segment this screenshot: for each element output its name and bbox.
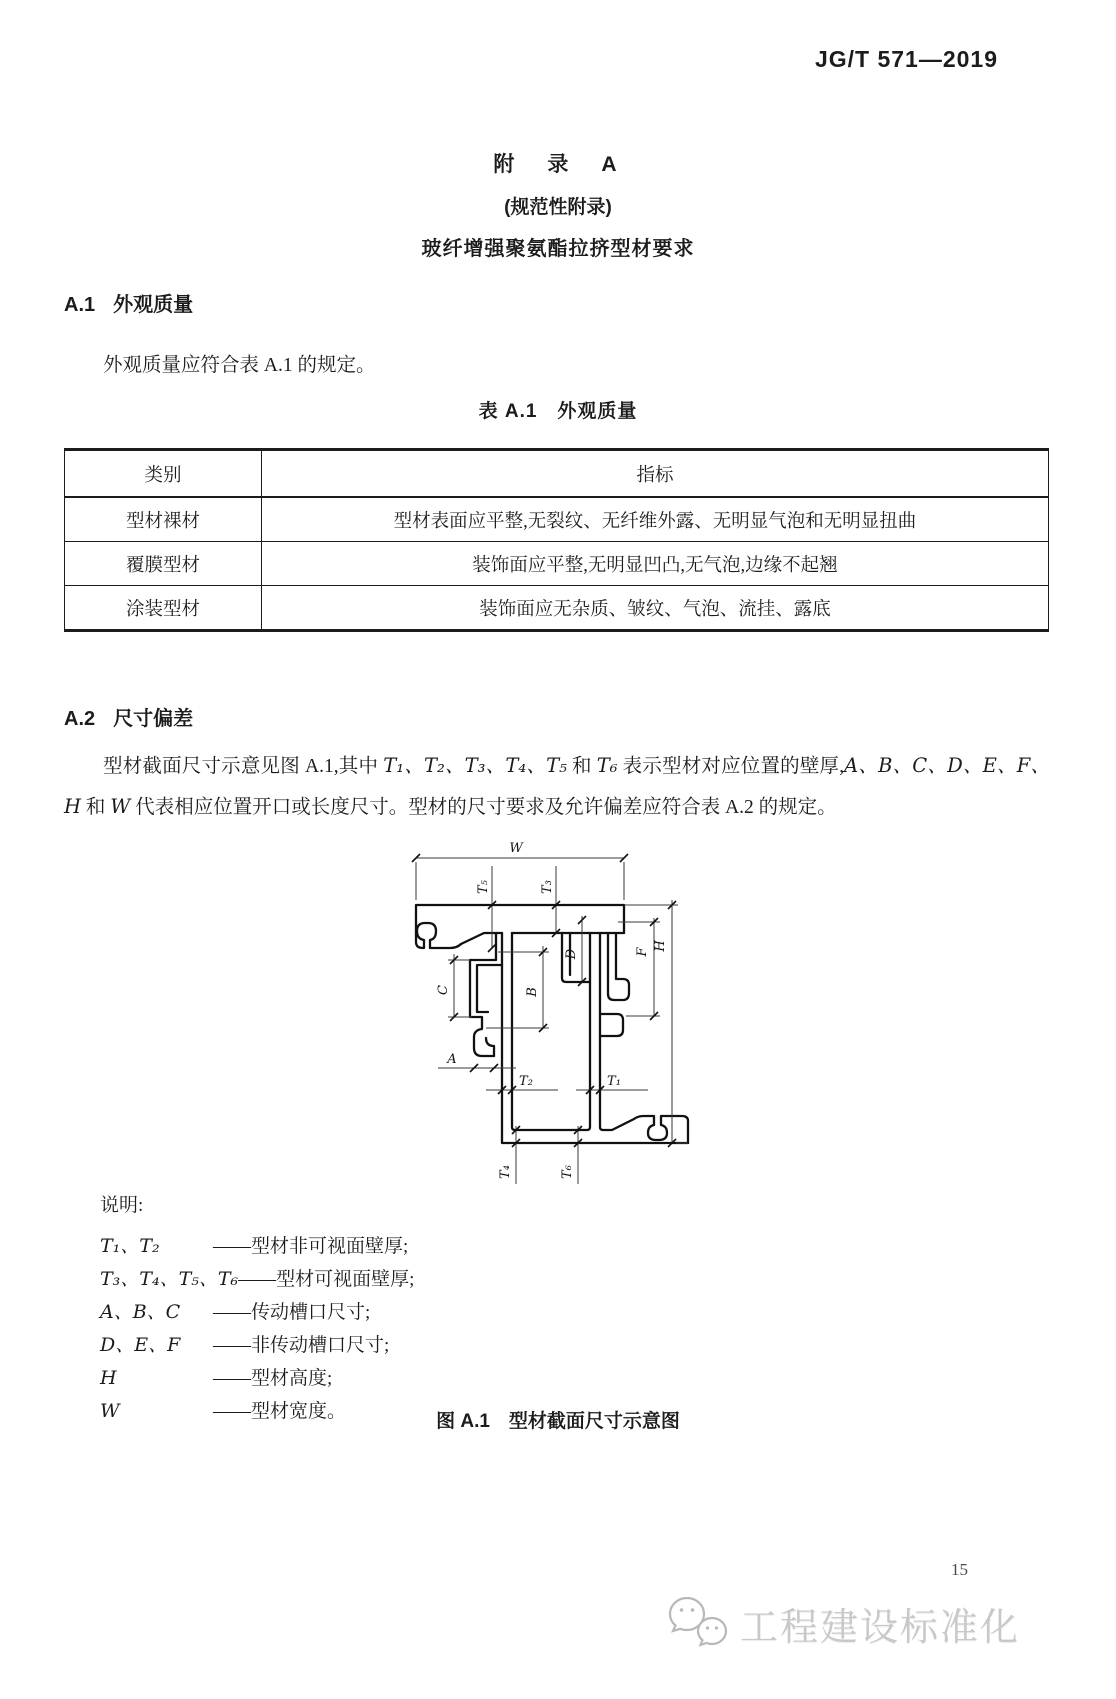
paragraph-text: 表示型材对应位置的壁厚, (617, 756, 845, 777)
section-a1-heading (64, 288, 193, 317)
dim-label-h: H (653, 940, 668, 952)
table-row (65, 497, 1049, 542)
legend-desc: ——型材非可视面壁厚; (213, 1236, 409, 1257)
dim-label-t6: T₆ (560, 1165, 575, 1179)
paragraph-variables: T₆ (596, 754, 618, 777)
table-a1-caption: 表 A.1 外观质量 (478, 401, 638, 422)
legend-item (100, 1363, 414, 1396)
dimension-ticks (412, 854, 676, 1147)
section-a2-paragraph (64, 746, 1050, 828)
table-header-index: 指标 (262, 450, 1049, 498)
legend-item (100, 1297, 414, 1330)
paragraph-text: 和 (81, 797, 111, 818)
dim-label-c: C (436, 985, 451, 995)
section-a1-number: A.1 (64, 294, 96, 316)
profile-hook-inner (486, 1038, 494, 1056)
appendix-title-line3: 玻纤增强聚氨酯拉挤型材要求 (421, 238, 695, 260)
legend-item (100, 1231, 414, 1264)
watermark (666, 1596, 1020, 1651)
dim-label-f: F (635, 947, 650, 957)
section-a2-title: 尺寸偏差 (113, 708, 194, 730)
appendix-title-line1: 附 录 A (493, 153, 623, 176)
table-row (65, 586, 1049, 631)
profile-inner-cavity (512, 933, 590, 1130)
profile-left-bracket (470, 933, 496, 1056)
paragraph-variables: A、B、C、D、E、F、H (64, 754, 1050, 818)
legend-symbol: D、E、F (100, 1334, 181, 1356)
paragraph-variables: T₁、T₂、T₃、T₄、T₅ (383, 754, 567, 777)
dim-label-t4: T₄ (498, 1165, 513, 1179)
legend-desc: ——传动槽口尺寸; (213, 1302, 371, 1323)
figure-legend (100, 1190, 414, 1429)
legend-desc: ——型材宽度。 (213, 1401, 347, 1422)
section-a2-number: A.2 (64, 708, 96, 730)
dim-line-w (416, 858, 624, 900)
doc-number: JG/T 571—2019 (814, 46, 998, 72)
table-cell-category: 涂装型材 (65, 586, 262, 631)
dim-label-w: W (509, 841, 523, 856)
page-number: 15 (951, 1560, 968, 1579)
profile-left-wall-and-bottom (502, 933, 688, 1143)
watermark-text: 工程建设标准化 (739, 1607, 1020, 1649)
dim-label-t1: T₁ (607, 1074, 621, 1089)
chat-bubbles-icon (666, 1597, 730, 1651)
legend-desc: ——型材可视面壁厚; (238, 1269, 415, 1290)
table-cell-index: 装饰面应无杂质、皱纹、气泡、流挂、露底 (262, 586, 1049, 631)
profile-left-bracket-inner (477, 965, 502, 1012)
legend-desc: ——型材高度; (213, 1368, 333, 1389)
table-cell-index: 型材表面应平整,无裂纹、无纤维外露、无明显气泡和无明显扭曲 (262, 497, 1049, 542)
dim-label-t5: T₅ (476, 880, 491, 894)
table-header-row (65, 450, 1049, 498)
dim-label-b: B (525, 987, 540, 997)
table-row (65, 542, 1049, 586)
dim-label-a: A (447, 1052, 457, 1067)
paragraph-text: 代表相应位置开口或长度尺寸。型材的尺寸要求及允许偏差应符合表 A.2 的规定。 (130, 797, 837, 818)
dim-label-d: D (564, 948, 579, 960)
paragraph-variables: W (110, 795, 131, 818)
profile-right-hook (608, 933, 629, 1000)
table-cell-category: 型材裸材 (65, 497, 262, 542)
legend-symbol: A、B、C (100, 1301, 181, 1323)
section-a2-heading (64, 702, 193, 731)
profile-right-wall-and-end (600, 933, 688, 1143)
table-cell-index: 装饰面应平整,无明显凹凸,无气泡,边缘不起翘 (262, 542, 1049, 586)
legend-symbol: T₃、T₄、T₅、T₆ (100, 1268, 239, 1290)
profile-top-plate (416, 905, 624, 948)
section-a1-title: 外观质量 (113, 294, 194, 316)
table-cell-category: 覆膜型材 (65, 542, 262, 586)
legend-desc: ——非传动槽口尺寸; (213, 1335, 390, 1356)
section-a1-paragraph: 外观质量应符合表 A.1 的规定。 (103, 355, 376, 376)
appendix-title (0, 148, 1116, 261)
dim-label-t3: T₃ (540, 880, 555, 894)
legend-symbol: W (100, 1400, 120, 1422)
legend-symbol: T₁、T₂ (100, 1235, 160, 1257)
paragraph-text: 型材截面尺寸示意见图 A.1,其中 (103, 756, 384, 777)
dim-label-t2: T₂ (519, 1074, 533, 1089)
dim-line-h (624, 900, 688, 1143)
legend-symbol: H (100, 1367, 117, 1389)
legend-item (100, 1330, 414, 1363)
figure-caption: 图 A.1 型材截面尺寸示意图 (436, 1411, 680, 1432)
legend-item (100, 1264, 414, 1297)
legend-title: 说明: (100, 1195, 144, 1216)
profile-right-step (600, 1014, 623, 1036)
table-header-category: 类别 (65, 450, 262, 498)
profile-section-diagram (366, 832, 710, 1204)
paragraph-text: 和 (566, 756, 597, 777)
appendix-title-line2: (规范性附录) (504, 197, 612, 218)
table-a1 (64, 448, 1049, 632)
